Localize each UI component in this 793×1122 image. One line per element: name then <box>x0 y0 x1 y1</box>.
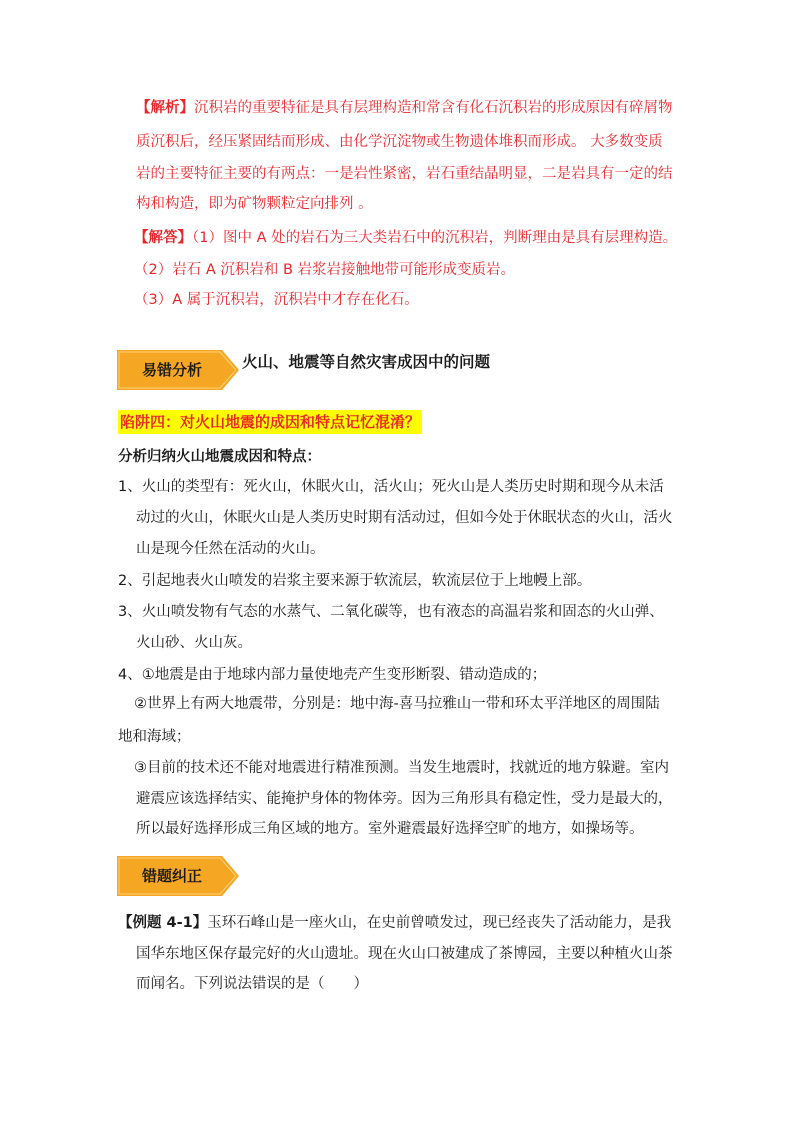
point-line: 3、火山喷发物有气态的水蒸气、二氧化碳等，也有液态的高温岩浆和固态的火山弹、 <box>118 604 664 620</box>
analysis-line-3: 岩的主要特征主要的有两点：一是岩性紧密，岩石重结晶明显，二是岩具有一定的结 <box>136 166 673 182</box>
section-banner-error-analysis <box>117 350 242 390</box>
banner-label: 易错分析 <box>141 361 202 379</box>
answer-line-3: （3）A 属于沉积岩，沉积岩中才存在化石。 <box>134 292 419 308</box>
answer-tag: 【解答】 <box>134 230 192 246</box>
point-line: ③目前的技术还不能对地震进行精准预测。当发生地震时，找就近的地方躲避。室内 <box>134 760 669 776</box>
point-line: 地和海域； <box>118 729 191 745</box>
analysis-tag: 【解析】 <box>136 100 194 116</box>
analysis-line-4: 构和构造，即为矿物颗粒定向排列 。 <box>136 196 373 212</box>
example-line-2: 国华东地区保存最完好的火山遗址。现在火山口被建成了茶博园，主要以种植火山茶 <box>136 946 673 962</box>
example-line-3: 而闻名。下列说法错误的是（ ） <box>136 976 368 992</box>
point-line: 所以最好选择形成三角区域的地方。室外避震最好选择空旷的地方，如操场等。 <box>136 821 644 837</box>
answer-line-2: （2）岩石 A 沉积岩和 B 岩浆岩接触地带可能形成变质岩。 <box>134 262 516 278</box>
section-title: 火山、地震等自然灾害成因中的问题 <box>242 353 491 371</box>
point-line: 火山砂、火山灰。 <box>136 635 252 651</box>
analysis-line-1: 【解析】沉积岩的重要特征是具有层理构造和常含有化石沉积岩的形成原因有碎屑物 <box>136 100 673 116</box>
section-banner-error-correction <box>117 856 242 896</box>
analysis-line-2: 质沉积后，经压紧固结而形成、由化学沉淀物或生物遗体堆积而形成。 大多数变质 <box>136 134 663 150</box>
point-line: ②世界上有两大地震带，分别是：地中海-喜马拉雅山一带和环太平洋地区的周围陆 <box>134 696 660 712</box>
point-line: 1、火山的类型有：死火山，休眠火山，活火山；死火山是人类历史时期和现今从未活 <box>118 479 664 495</box>
summary-heading: 分析归纳火山地震成因和特点： <box>118 449 321 465</box>
example-line-1: 【例题 4-1】玉环石峰山是一座火山，在史前曾喷发过，现已经丧失了活动能力，是我 <box>118 915 672 931</box>
point-line: 2、引起地表火山喷发的岩浆主要来源于软流层，软流层位于上地幔上部。 <box>118 573 592 589</box>
banner-label: 错题纠正 <box>141 867 202 885</box>
point-line: 避震应该选择结实、能掩护身体的物体旁。因为三角形具有稳定性，受力是最大的， <box>136 791 673 807</box>
point-line: 4、①地震是由于地球内部力量使地壳产生变形断裂、错动造成的； <box>118 667 547 683</box>
example-tag: 【例题 4-1】 <box>118 915 208 931</box>
point-line: 山是现今任然在活动的火山。 <box>136 541 325 557</box>
trap-heading: 陷阱四：对火山地震的成因和特点记忆混淆？ <box>118 410 422 434</box>
point-line: 动过的火山，休眠火山是人类历史时期有活动过，但如今处于休眠状态的火山，活火 <box>136 510 673 526</box>
answer-line-1: 【解答】（1）图中 A 处的岩石为三大类岩石中的沉积岩，判断理由是具有层理构造。 <box>134 230 678 246</box>
